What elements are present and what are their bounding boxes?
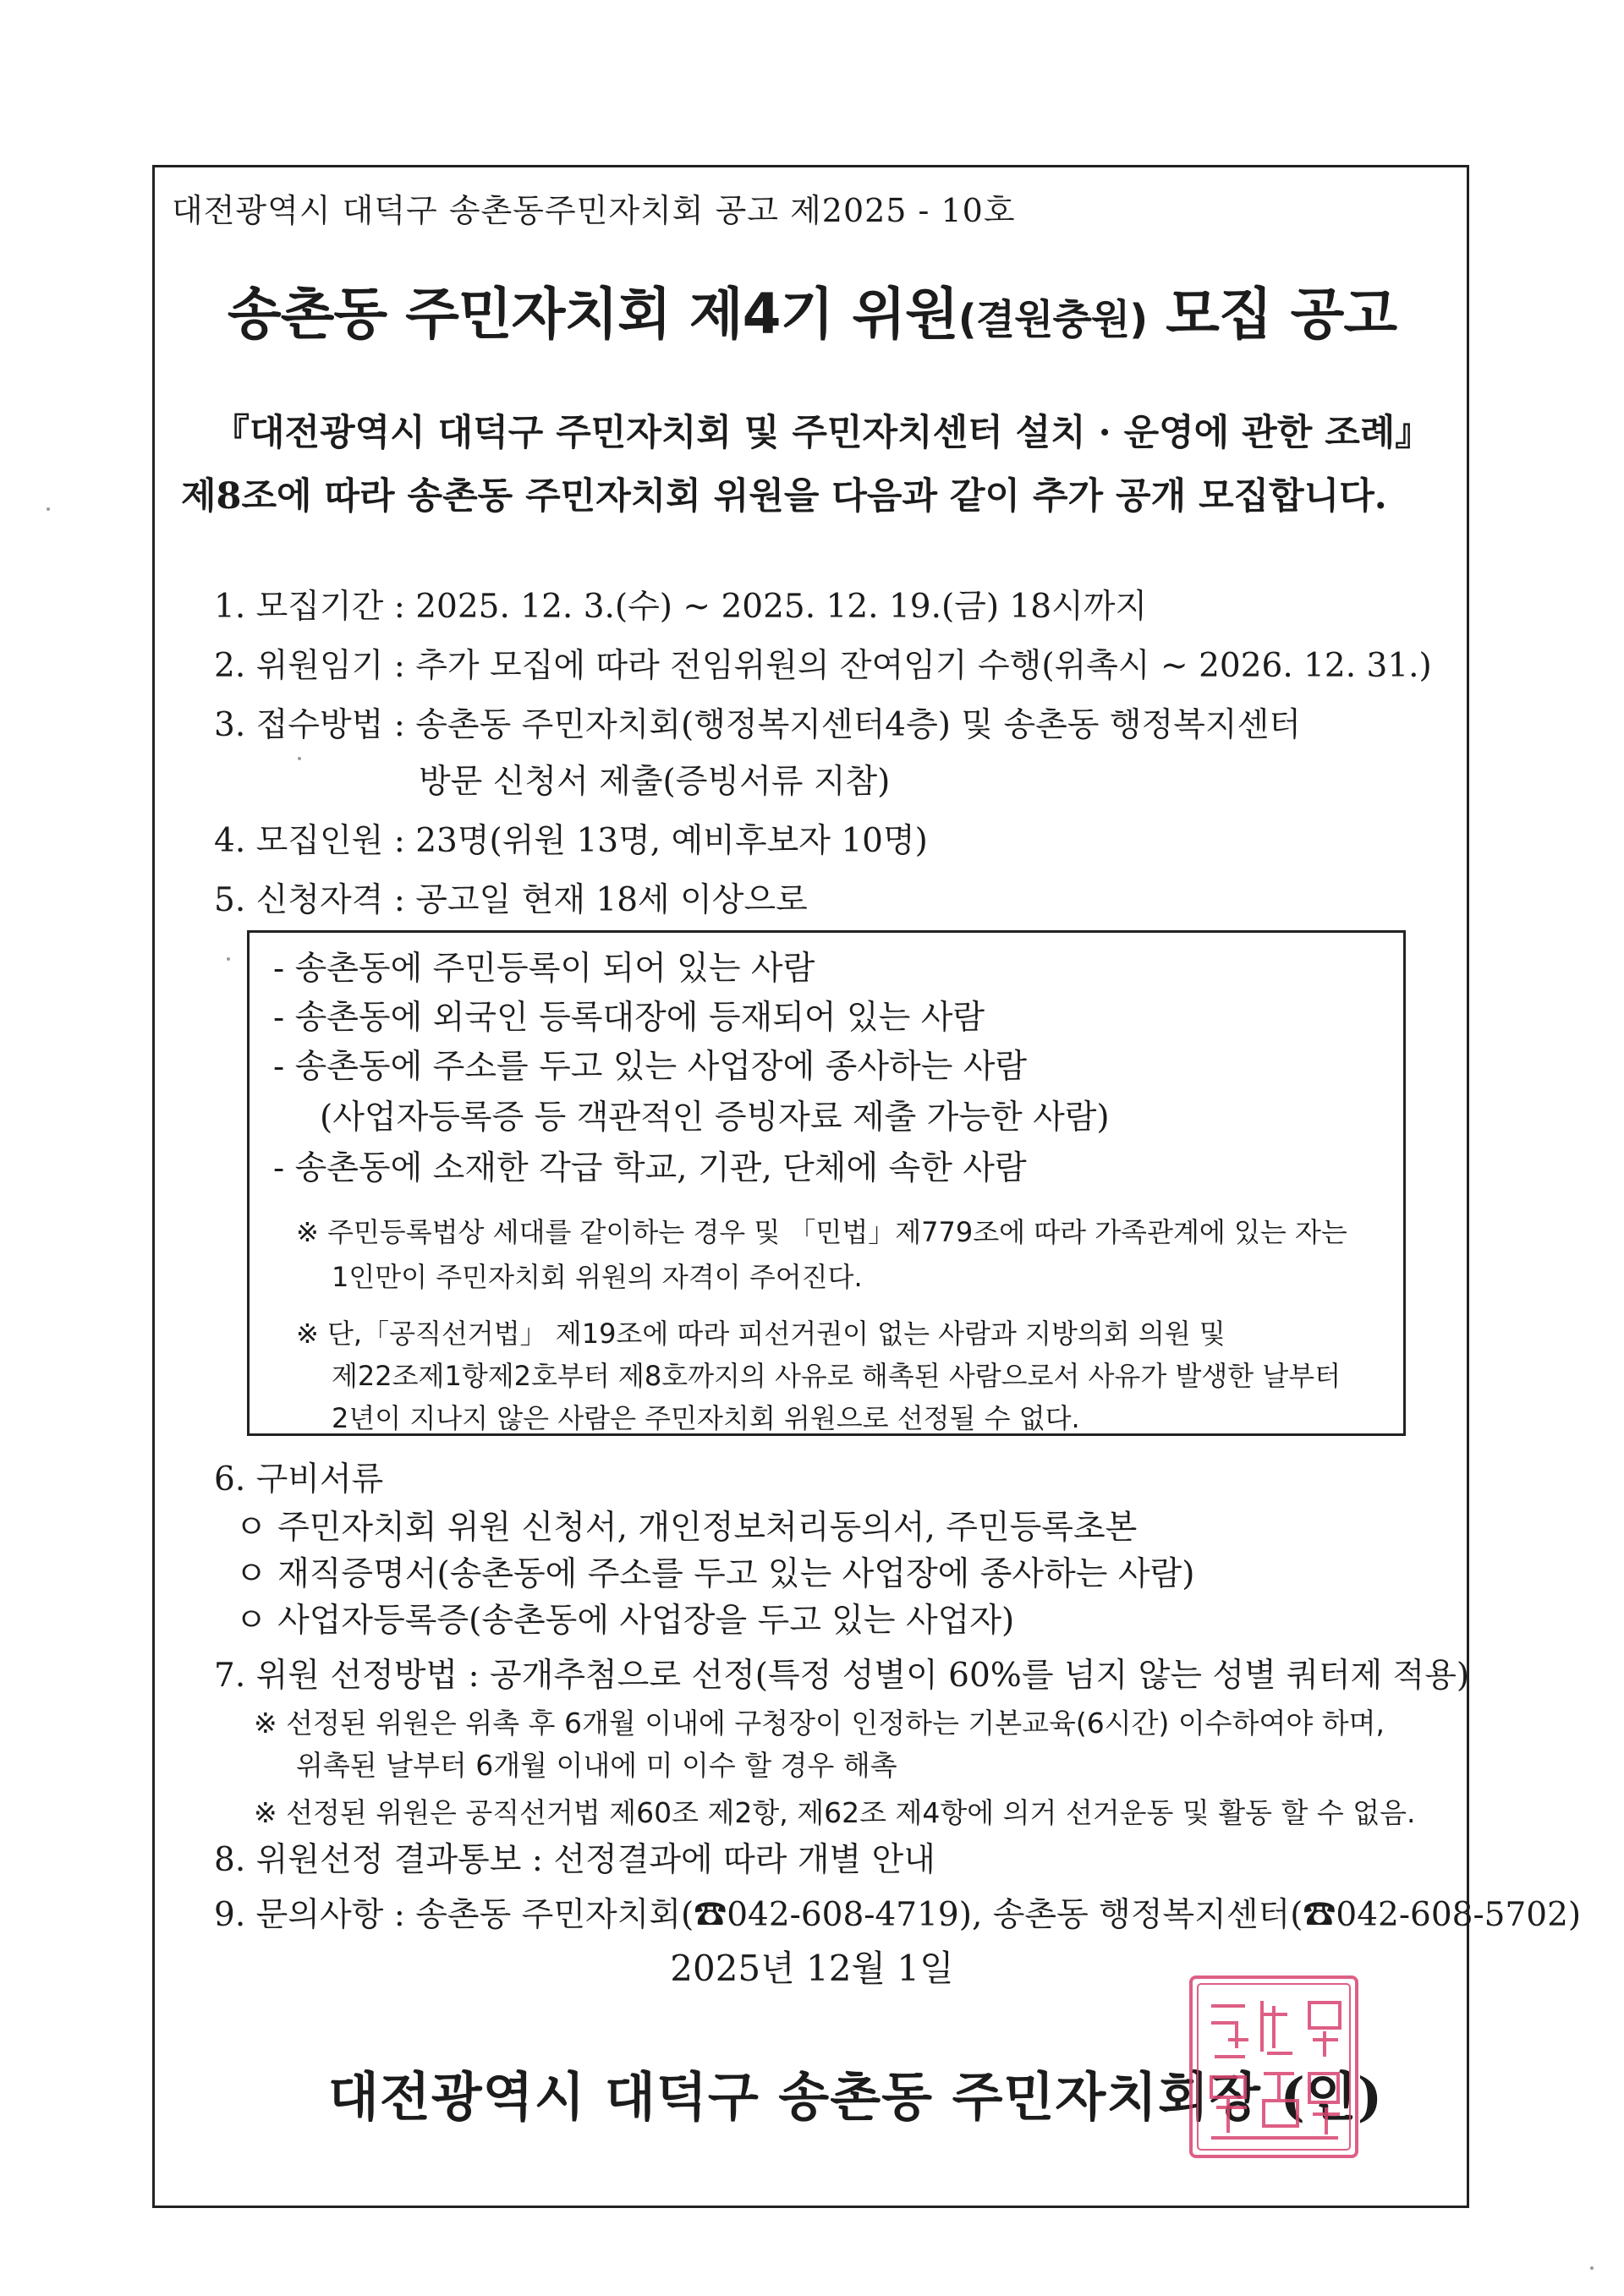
criteria-item: - 송촌동에 소재한 각급 학교, 기관, 단체에 속한 사람 [273, 1149, 1027, 1187]
scan-speck [298, 757, 301, 760]
item-method: 3. 접수방법 : 송촌동 주민자치회(행정복지센터4층) 및 송촌동 행정복지센터 [214, 706, 1301, 744]
documents-heading: 6. 구비서류 [214, 1460, 384, 1499]
document-item: ㅇ 주민자치회 위원 신청서, 개인정보처리동의서, 주민등록초본 [235, 1509, 1138, 1547]
notice-date: 2025년 12월 1일 [670, 1948, 954, 1989]
selection-note: ※ 선정된 위원은 공직선거법 제60조 제2항, 제62조 제4항에 의거 선거운동 및 활동 할 수 없음. [254, 1796, 1416, 1829]
criteria-item: (사업자등록증 등 객관적인 증빙자료 제출 가능한 사람) [320, 1099, 1110, 1137]
selection-note: 위촉된 날부터 6개월 이내에 미 이수 할 경우 해촉 [296, 1749, 897, 1782]
criteria-note: ※ 단,「공직선거법」 제19조에 따라 피선거권이 없는 사람과 지방의회 의원 및 [296, 1318, 1226, 1350]
criteria-item: - 송촌동에 주소를 두고 있는 사업장에 종사하는 사람 [273, 1048, 1028, 1086]
criteria-note: 제22조제1항제2호부터 제8호까지의 사유로 해촉된 사람으로서 사유가 발생한 날부터 [332, 1360, 1341, 1392]
item-term: 2. 위원임기 : 추가 모집에 따라 전임위원의 잔여임기 수행(위촉시 ~ 2026. 12. 31.) [214, 647, 1432, 685]
page-title [0, 269, 1624, 349]
item-recruit-period: 1. 모집기간 : 2025. 12. 3.(수) ~ 2025. 12. 19.(금) 18시까지 [214, 588, 1148, 626]
criteria-note: 2년이 지나지 않은 사람은 주민자치회 위원으로 선정될 수 없다. [332, 1402, 1080, 1434]
selection-note: ※ 선정된 위원은 위촉 후 6개월 이내에 구청장이 인정하는 기본교육(6시간) 이수하여야 하며, [254, 1707, 1385, 1740]
title-main: 송촌동 주민자치회 제4기 위원 [227, 282, 958, 347]
criteria-item: - 송촌동에 외국인 등록대장에 등재되어 있는 사람 [273, 999, 985, 1037]
document-item: ㅇ 재직증명서(송촌동에 주소를 두고 있는 사업장에 종사하는 사람) [235, 1555, 1195, 1593]
intro-line-2: 제8조에 따라 송촌동 주민자치회 위원을 다음과 같이 추가 공개 모집합니다. [181, 475, 1387, 518]
criteria-note: ※ 주민등록법상 세대를 같이하는 경우 및 「민법」제779조에 따라 가족관계에 있는 자는 [296, 1216, 1347, 1248]
selection-method: 7. 위원 선정방법 : 공개추첨으로 선정(특정 성별이 60%를 넘지 않는 성별 쿼터제 적용) [214, 1657, 1470, 1695]
title-sub: (결원충원) [957, 296, 1148, 343]
signature-line: 대전광역시 대덕구 송촌동 주민자치회장 (인) [328, 2066, 1384, 2128]
criteria-item: - 송촌동에 주민등록이 되어 있는 사람 [273, 950, 815, 988]
title-end: 모집 공고 [1147, 282, 1397, 347]
item-qualification: 5. 신청자격 : 공고일 현재 18세 이상으로 [214, 881, 808, 919]
item-count: 4. 모집인원 : 23명(위원 13명, 예비후보자 10명) [214, 822, 928, 860]
contact-info: 9. 문의사항 : 송촌동 주민자치회(☎042-608-4719), 송촌동 행정복지센터(☎042-608-5702) [214, 1896, 1582, 1934]
scan-speck [1590, 2266, 1594, 2270]
document-item: ㅇ 사업자등록증(송촌동에 사업장을 두고 있는 사업자) [235, 1602, 1015, 1640]
official-seal [1186, 1972, 1362, 2162]
item-method-continued: 방문 신청서 제출(증빙서류 지참) [419, 763, 891, 801]
result-notice: 8. 위원선정 결과통보 : 선정결과에 따라 개별 안내 [214, 1841, 935, 1879]
scan-speck [47, 507, 50, 511]
criteria-note: 1인만이 주민자치회 위원의 자격이 주어진다. [332, 1261, 863, 1293]
intro-line-1: 『대전광역시 대덕구 주민자치회 및 주민자치센터 설치 · 운영에 관한 조례』 [213, 412, 1432, 454]
scan-speck [227, 957, 230, 961]
notice-number: 대전광역시 대덕구 송촌동주민자치회 공고 제2025 - 10호 [172, 192, 1016, 229]
